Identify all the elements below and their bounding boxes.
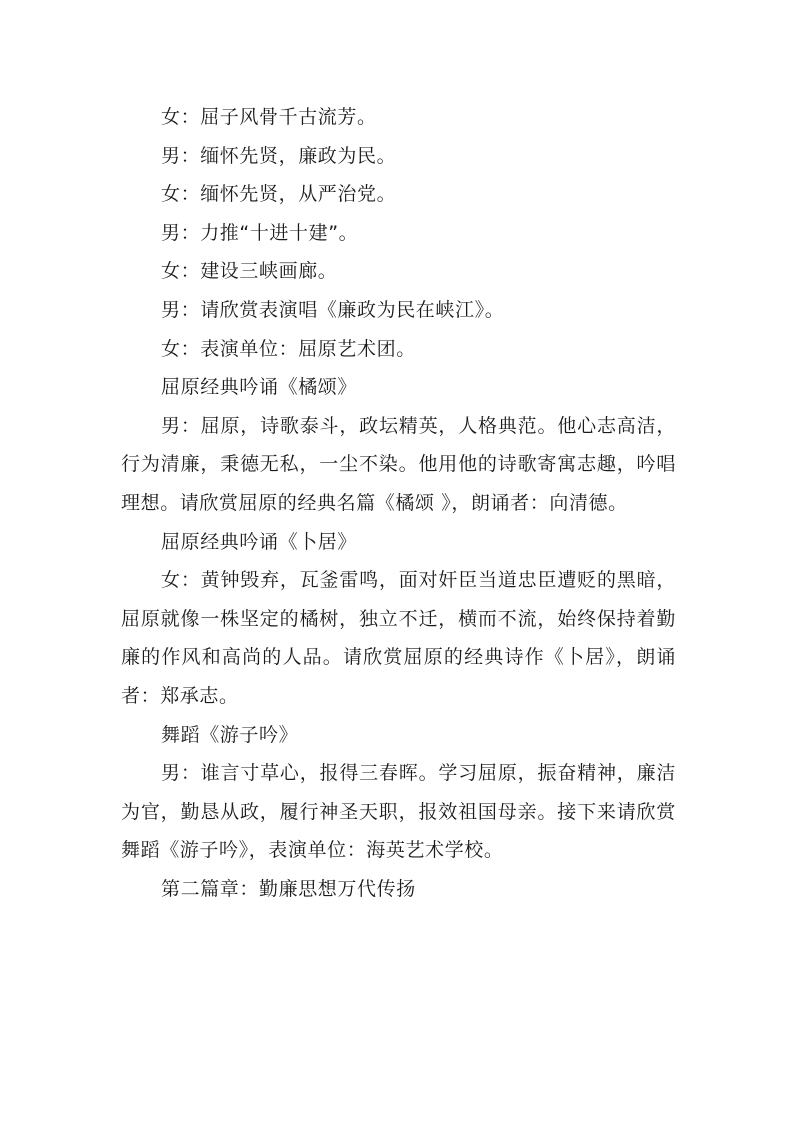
script-line-female: 女：表演单位：屈原艺术团。: [161, 337, 416, 360]
script-paragraph-female: 女：黄钟毁弃，瓦釜雷鸣，面对奸臣当道忠臣遭贬的黑暗，屈原就像一株坚定的橘树，独立不迁，横而不流，始终保持着勤廉的作风和高尚的人品。请欣赏屈原的经典诗作《卜居》，朗诵者：郑承志。: [121, 569, 676, 707]
program-title: 舞蹈《游子吟》: [161, 723, 299, 746]
script-line-male: 男：请欣赏表演唱《廉政为民在峡江》。: [161, 298, 505, 321]
script-line-female: 女：缅怀先贤，从严治党。: [161, 183, 397, 206]
script-paragraph-male: 男：谁言寸草心，报得三春晖。学习屈原，振奋精神，廉洁为官，勤恳从政，履行神圣天职，报效祖国母亲。接下来请欣赏舞蹈《游子吟》，表演单位：海英艺术学校。: [121, 762, 676, 862]
document-body: [121, 98, 676, 908]
script-paragraph-male: 男：屈原，诗歌泰斗，政坛精英，人格典范。他心志高洁，行为清廉，秉德无私，一尘不染。他用他的诗歌寄寓志趣，吟唱理想。请欣赏屈原的经典名篇《橘颂 》，朗诵者：向清德。: [121, 414, 676, 514]
program-title: 屈原经典吟诵《橘颂》: [161, 376, 358, 399]
script-line-female: 女：建设三峡画廊。: [161, 260, 338, 283]
script-line-male: 男：缅怀先贤，廉政为民。: [161, 144, 397, 167]
script-line-male: 男：力推“十进十建”。: [161, 221, 359, 244]
script-line-female: 女：屈子风骨千古流芳。: [161, 106, 377, 128]
program-title: 屈原经典吟诵《卜居》: [161, 530, 358, 553]
chapter-heading: 第二篇章：勤廉思想万代传扬: [161, 877, 416, 900]
